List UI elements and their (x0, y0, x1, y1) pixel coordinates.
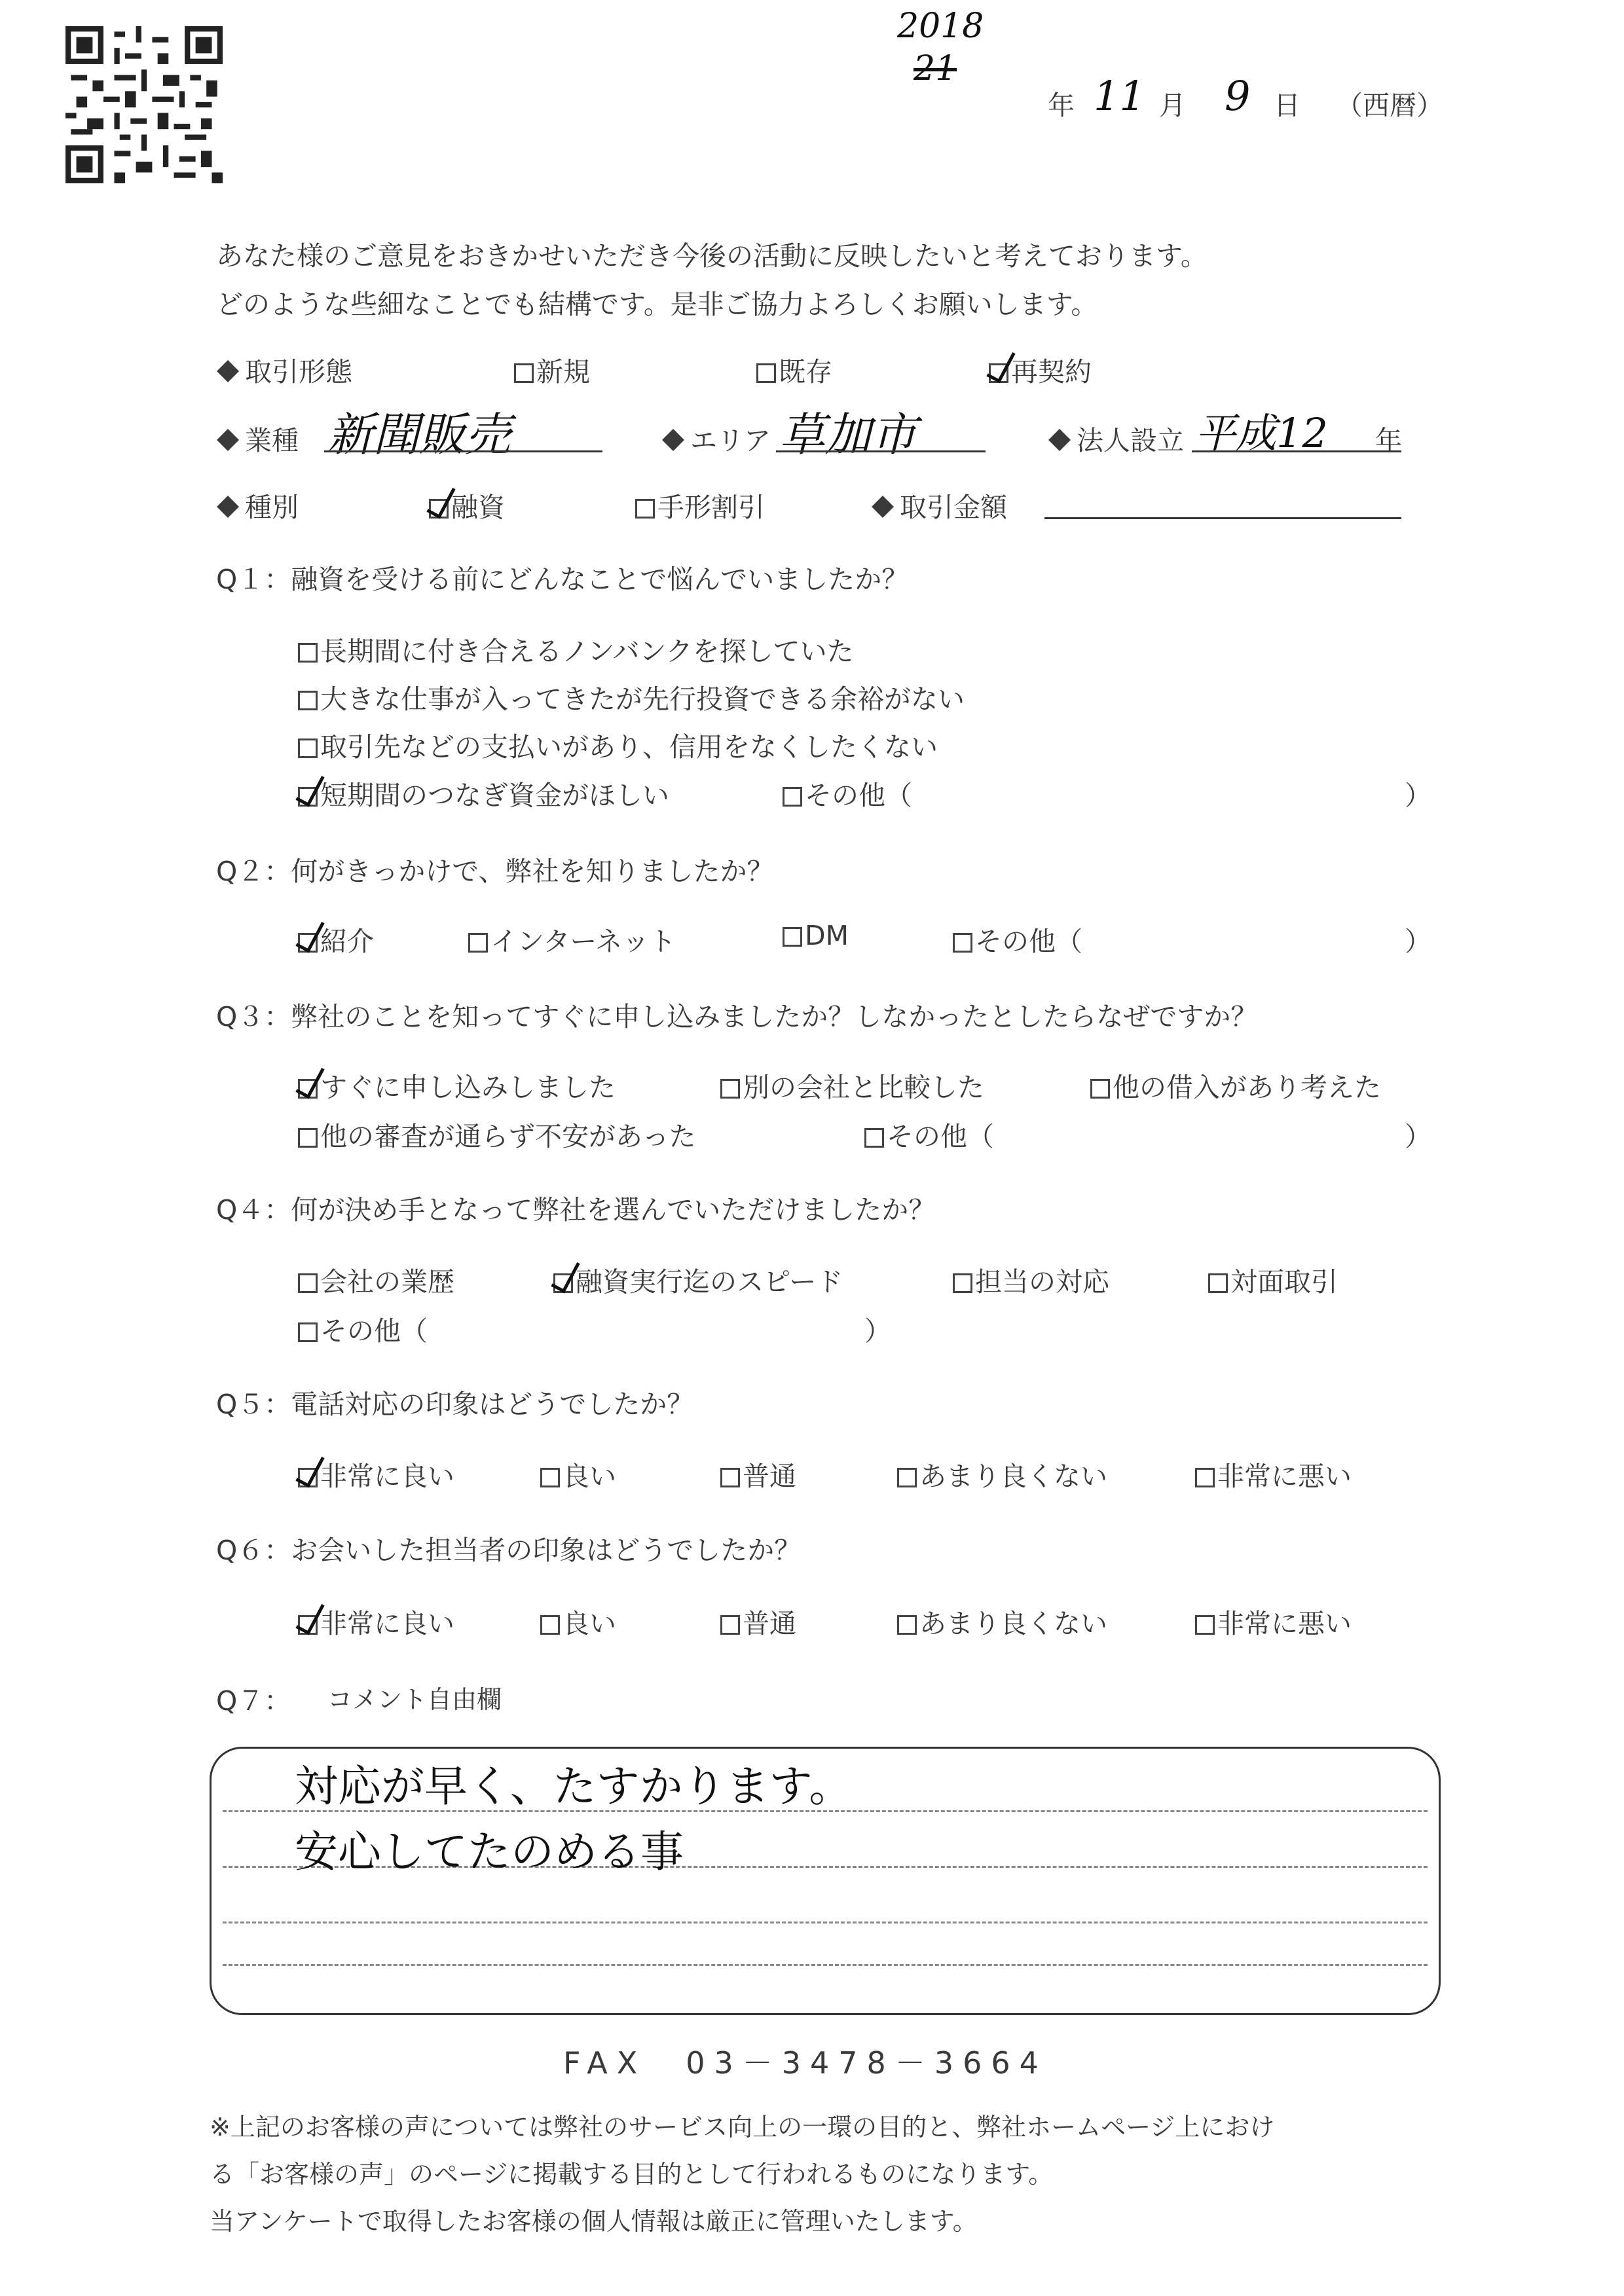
q2-option-other[interactable]: その他（ (953, 920, 1082, 958)
checkbox-icon[interactable] (720, 1615, 740, 1635)
q5-option-very-good[interactable]: 非常に良い (298, 1455, 454, 1493)
checkbox-icon[interactable] (897, 1468, 917, 1487)
q5-option-not-good[interactable]: あまり良くない (897, 1455, 1107, 1493)
q5-option-good[interactable]: 良い (540, 1455, 616, 1493)
checkbox-icon[interactable] (540, 1615, 560, 1635)
q1-option-bridge-funds[interactable]: 短期間のつなぎ資金がほしい (298, 774, 669, 812)
intro-line-2: どのような些細なことでも結構です。是非ご協力よろしくお願いします。 (216, 289, 1098, 320)
industry-underline (324, 450, 602, 452)
q5-title: Q５：電話対応の印象はどうでしたか？ (216, 1389, 694, 1420)
amount-underline (1044, 517, 1401, 519)
checkbox-icon[interactable] (953, 1273, 972, 1293)
q6-option-very-bad[interactable]: 非常に悪い (1195, 1602, 1352, 1641)
checkbox-icon[interactable] (514, 363, 534, 383)
q1-title: Q１：融資を受ける前にどんなことで悩んでいましたか？ (216, 564, 909, 595)
intro-line-1: あなた様のご意見をおきかせいただき今後の活動に反映したいと考えております。 (216, 240, 1208, 272)
founded-unit: 年 (1375, 425, 1402, 456)
q1-option-long-term[interactable]: 長期間に付き合えるノンバンクを探していた (298, 630, 854, 668)
checkbox-icon[interactable] (635, 499, 655, 519)
checkbox-checked-icon[interactable] (298, 787, 318, 807)
fax-number: FAX 03－3478－3664 (563, 2045, 1048, 2081)
q1-option-payments[interactable]: 取引先などの支払いがあり、信用をなくしたくない (298, 725, 938, 764)
comment-line-1: 対応が早く、たすかります。 (295, 1761, 853, 1812)
date-month-label: 月 (1159, 90, 1186, 121)
area-label: エリア (661, 419, 771, 458)
q6-option-good[interactable]: 良い (540, 1602, 616, 1641)
industry-value[interactable]: 新聞販売 (327, 408, 511, 462)
checkbox-icon[interactable] (864, 1128, 884, 1148)
checkbox-icon[interactable] (540, 1468, 560, 1487)
note-line-1: ※上記のお客様の声については弊社のサービス向上の一環の目的と、弊社ホームページ上におけ (210, 2113, 1275, 2141)
deal-type-option-renewal[interactable]: 再契約 (989, 350, 1092, 389)
q4-other-close: ） (864, 1315, 891, 1347)
diamond-bullet-icon (217, 496, 239, 518)
checkbox-checked-icon[interactable] (429, 499, 449, 519)
checkbox-icon[interactable] (298, 643, 318, 663)
checkbox-icon[interactable] (1195, 1615, 1215, 1635)
comment-rule-4 (223, 1964, 1428, 1966)
q5-option-very-bad[interactable]: 非常に悪い (1195, 1455, 1352, 1493)
checkbox-icon[interactable] (468, 933, 488, 953)
checkbox-checked-icon[interactable] (298, 1079, 318, 1099)
checkbox-icon[interactable] (298, 738, 318, 758)
checkbox-icon[interactable] (783, 927, 802, 947)
date-year-written: 2018 (897, 7, 984, 46)
checkbox-checked-icon[interactable] (298, 1468, 318, 1487)
diamond-bullet-icon (662, 429, 684, 451)
comment-rule-3 (223, 1922, 1428, 1923)
q3-option-applied-immediately[interactable]: すぐに申し込みしました (298, 1066, 616, 1104)
diamond-bullet-icon (217, 429, 239, 451)
date-day-label: 日 (1274, 90, 1301, 121)
q3-title: Q３：弊社のことを知ってすぐに申し込みましたか？しなかったとしたらなぜですか？ (216, 1001, 1258, 1032)
founded-label: 法人設立 (1048, 419, 1184, 458)
q3-other-close: ） (1405, 1121, 1431, 1152)
deal-type-option-existing[interactable]: 既存 (756, 350, 832, 389)
q2-option-internet[interactable]: インターネット (468, 920, 676, 958)
date-year-crossed: 21 (913, 49, 957, 88)
q2-title: Q２：何がきっかけで、弊社を知りましたか？ (216, 856, 774, 887)
q1-option-other[interactable]: その他（ (783, 774, 912, 812)
checkbox-icon[interactable] (298, 1273, 318, 1293)
date-month: 11 (1094, 72, 1145, 120)
area-underline (776, 450, 986, 452)
category-label: 種別 (216, 486, 299, 524)
checkbox-icon[interactable] (298, 1128, 318, 1148)
q4-option-history[interactable]: 会社の業歴 (298, 1260, 454, 1299)
q3-option-compared[interactable]: 別の会社と比較した (720, 1066, 984, 1104)
checkbox-icon[interactable] (1195, 1468, 1215, 1487)
industry-label: 業種 (216, 419, 299, 458)
q3-option-other-loans[interactable]: 他の借入があり考えた (1090, 1066, 1381, 1104)
deal-type-label: 取引形態 (216, 350, 352, 389)
checkbox-icon[interactable] (298, 691, 318, 710)
checkbox-icon[interactable] (756, 363, 776, 383)
q3-option-other[interactable]: その他（ (864, 1115, 994, 1154)
note-line-2: る「お客様の声」のページに掲載する目的として行われるものになります。 (210, 2160, 1054, 2189)
category-option-loan[interactable]: 融資 (429, 486, 505, 524)
checkbox-icon[interactable] (720, 1079, 740, 1099)
q4-option-other[interactable]: その他（ (298, 1309, 428, 1348)
q7-title: コメント自由欄 (327, 1685, 502, 1714)
date-era-note: （西暦） (1336, 90, 1443, 121)
checkbox-icon[interactable] (1090, 1079, 1110, 1099)
q6-option-not-good[interactable]: あまり良くない (897, 1602, 1107, 1641)
q2-other-close: ） (1405, 926, 1431, 957)
founded-value[interactable]: 平成12 (1195, 409, 1328, 457)
checkbox-icon[interactable] (897, 1615, 917, 1635)
checkbox-checked-icon[interactable] (553, 1273, 573, 1293)
checkbox-icon[interactable] (783, 787, 802, 807)
checkbox-checked-icon[interactable] (298, 933, 318, 953)
q1-option-investment[interactable]: 大きな仕事が入ってきたが先行投資できる余裕がない (298, 678, 965, 716)
q2-option-dm[interactable]: DM (783, 920, 849, 951)
checkbox-icon[interactable] (1208, 1273, 1228, 1293)
checkbox-icon[interactable] (953, 933, 972, 953)
founded-underline (1192, 450, 1401, 452)
note-line-3: 当アンケートで取得したお客様の個人情報は厳正に管理いたします。 (210, 2207, 978, 2236)
checkbox-icon[interactable] (720, 1468, 740, 1487)
q6-option-very-good[interactable]: 非常に良い (298, 1602, 454, 1641)
q4-option-staff[interactable]: 担当の対応 (953, 1260, 1109, 1299)
checkbox-checked-icon[interactable] (298, 1615, 318, 1635)
q4-title: Q４：何が決め手となって弊社を選んでいただけましたか？ (216, 1194, 936, 1226)
q3-option-worried[interactable]: 他の審査が通らず不安があった (298, 1115, 696, 1154)
q2-option-referral[interactable]: 紹介 (298, 920, 374, 958)
deal-type-option-new[interactable]: 新規 (514, 350, 590, 389)
qr-code (65, 26, 223, 183)
area-value[interactable]: 草加市 (779, 408, 917, 462)
date-year-label: 年 (1048, 90, 1075, 121)
q6-title: Q６：お会いした担当者の印象はどうでしたか？ (216, 1535, 802, 1566)
q4-option-speed[interactable]: 融資実行迄のスピード (553, 1260, 843, 1299)
q7-number: Q７： (216, 1685, 291, 1717)
q4-option-face-to-face[interactable]: 対面取引 (1208, 1260, 1338, 1299)
category-option-bill-discount[interactable]: 手形割引 (635, 486, 765, 524)
diamond-bullet-icon (217, 360, 239, 382)
amount-label: 取引金額 (871, 486, 1007, 524)
checkbox-checked-icon[interactable] (989, 363, 1008, 383)
comment-line-2: 安心してたのめる事 (295, 1827, 684, 1877)
checkbox-icon[interactable] (298, 1322, 318, 1342)
diamond-bullet-icon (872, 496, 894, 518)
q5-option-average[interactable]: 普通 (720, 1455, 796, 1493)
q6-option-average[interactable]: 普通 (720, 1602, 796, 1641)
diamond-bullet-icon (1048, 429, 1071, 451)
date-day: 9 (1225, 72, 1251, 120)
q1-other-close: ） (1405, 780, 1431, 811)
